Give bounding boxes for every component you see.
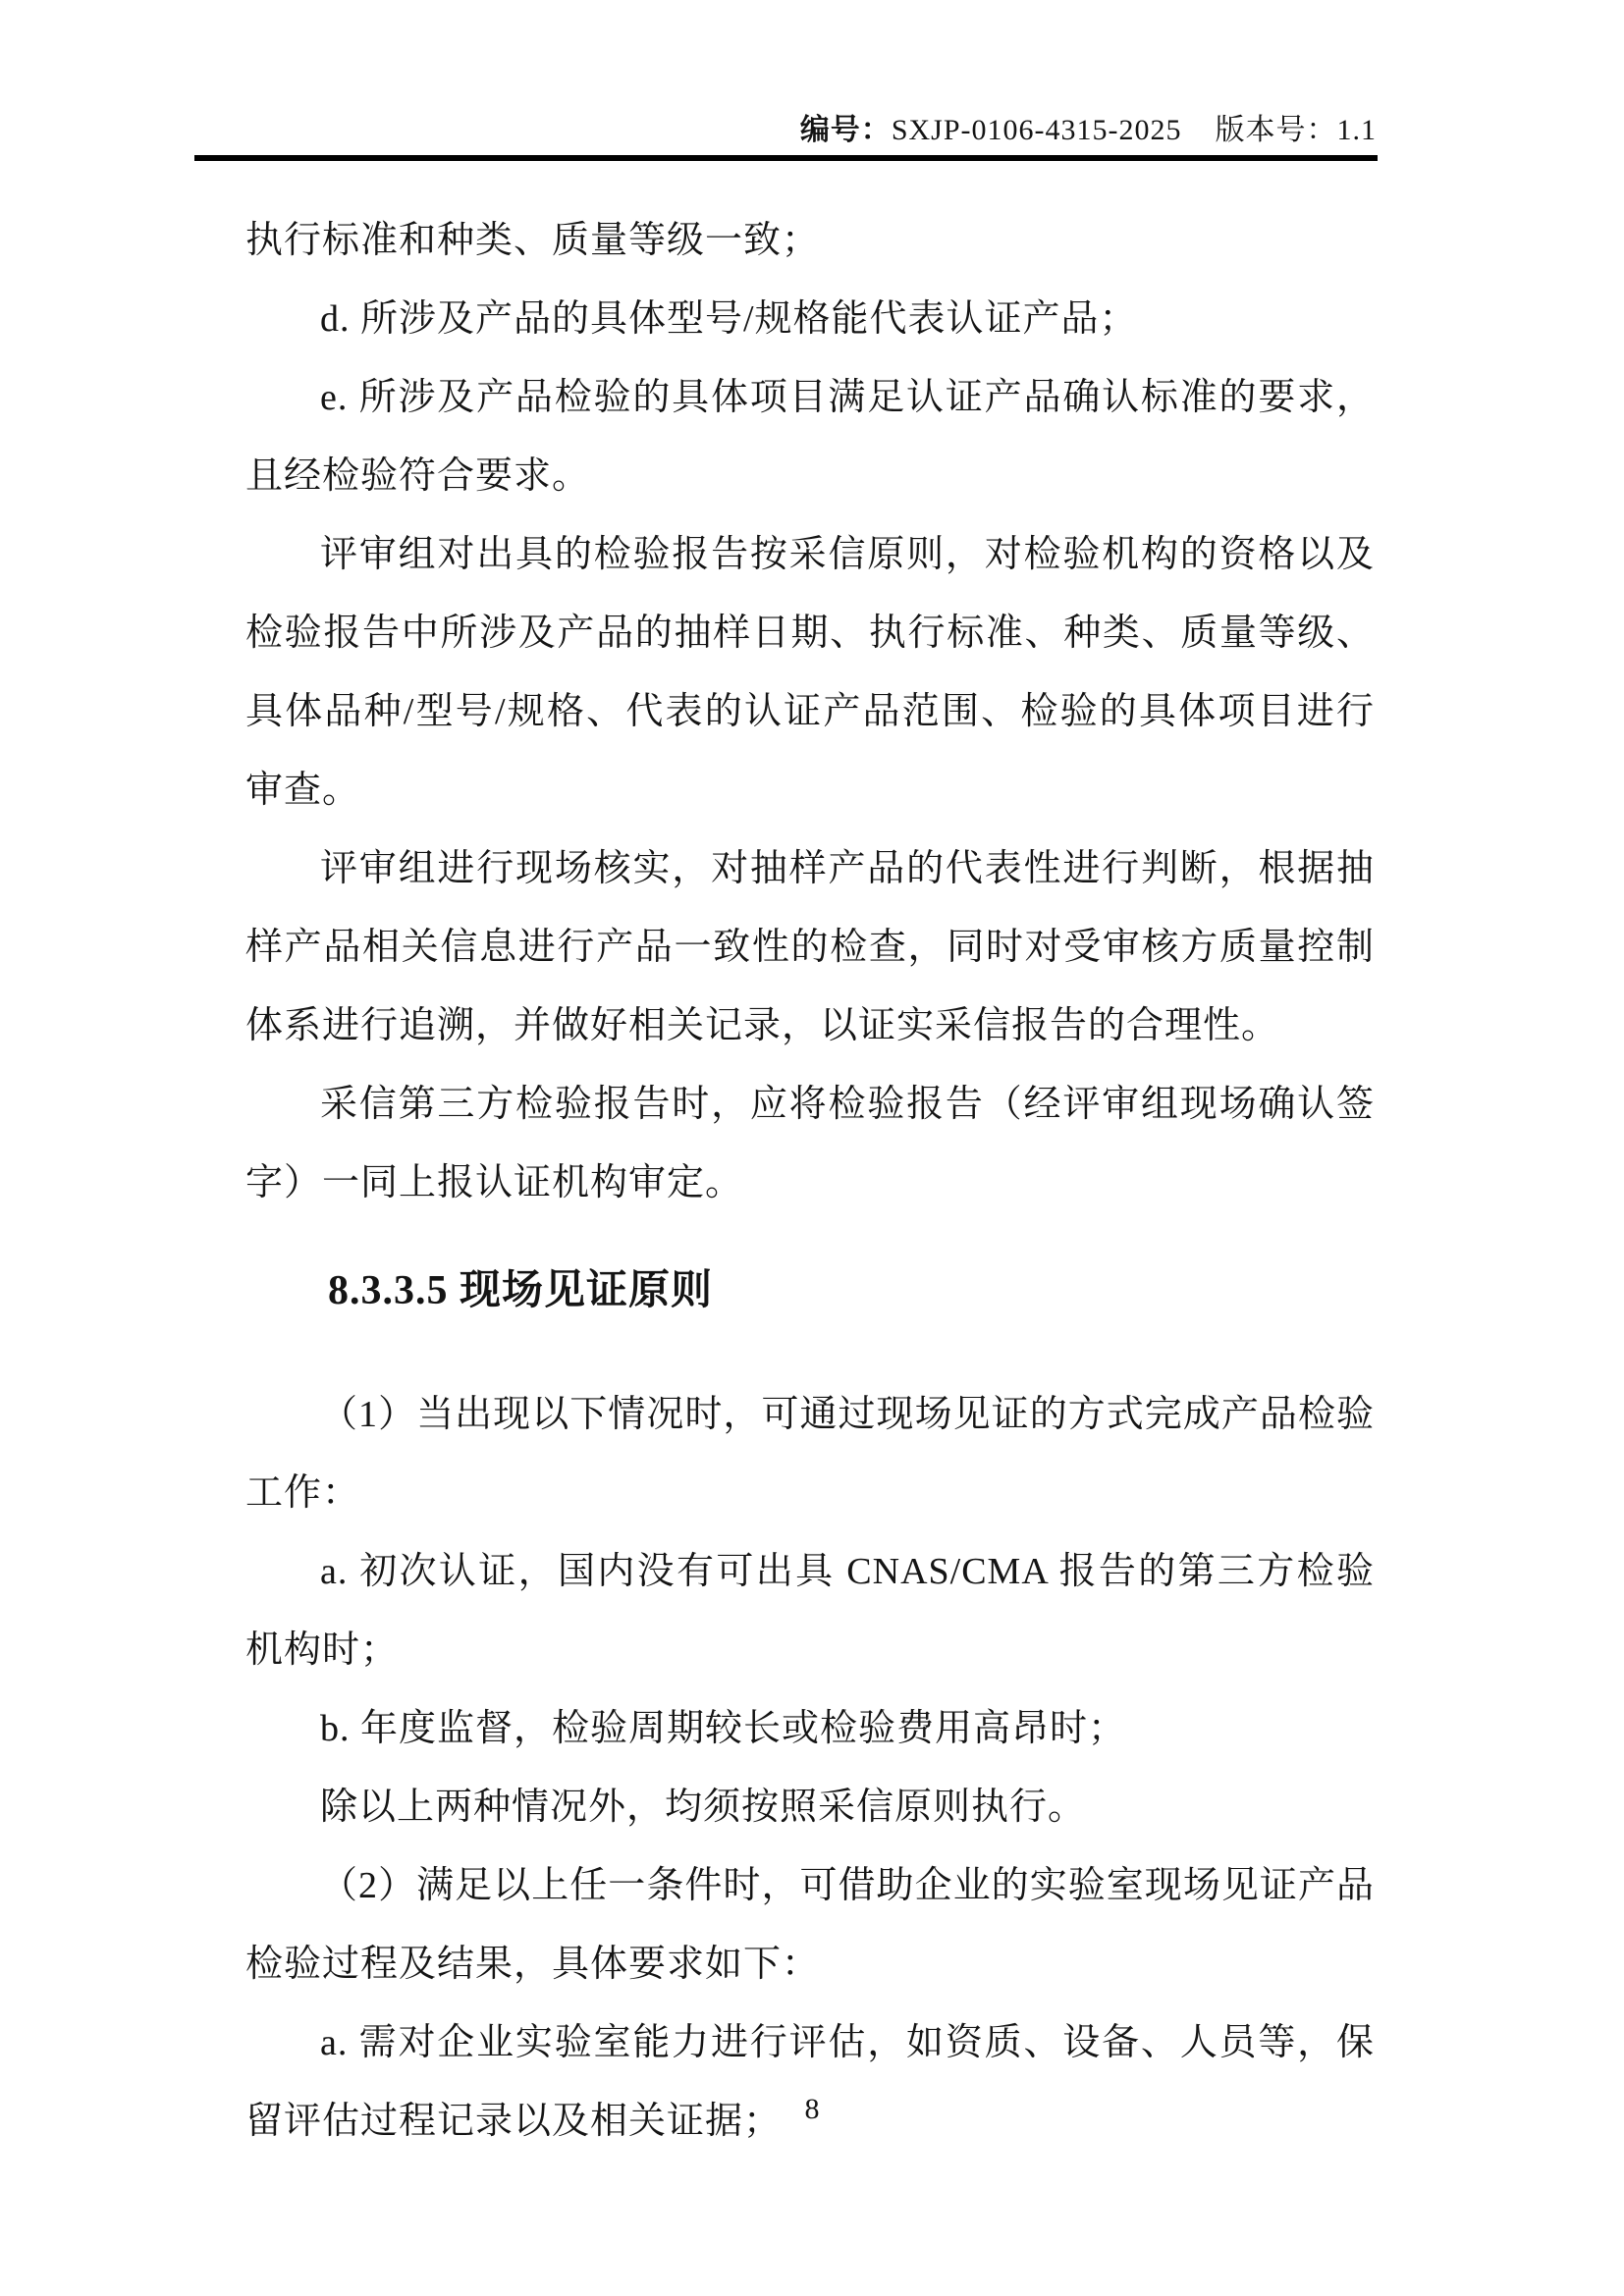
page-footer bbox=[0, 2093, 1624, 2126]
body-paragraph: （2）满足以上任一条件时，可借助企业的实验室现场见证产品检验过程及结果，具体要求如下： bbox=[245, 1865, 1375, 1985]
document-body bbox=[245, 161, 1375, 2161]
body-paragraph: b. 年度监督，检验周期较长或检验费用高昂时； bbox=[320, 1708, 1127, 1749]
body-paragraph: d. 所涉及产品的具体型号/规格能代表认证产品； bbox=[320, 298, 1138, 340]
body-paragraph: e. 所涉及产品检验的具体项目满足认证产品确认标准的要求，且经检验符合要求。 bbox=[245, 377, 1375, 497]
body-paragraph: a. 需对企业实验室能力进行评估，如资质、设备、人员等，保留评估过程记录以及相关证据； bbox=[245, 2022, 1375, 2142]
version-value: 1.1 bbox=[1336, 114, 1377, 146]
section-heading: 8.3.3.5 现场见证原则 bbox=[328, 1268, 714, 1313]
version-label: 版本号： bbox=[1215, 114, 1337, 146]
doc-number-label: 编号： bbox=[799, 114, 892, 146]
page-number: 8 bbox=[804, 2093, 820, 2125]
doc-number-value: SXJP-0106-4315-2025 bbox=[891, 114, 1182, 146]
body-paragraph: 执行标准和种类、质量等级一致； bbox=[245, 220, 821, 261]
body-paragraph: 采信第三方检验报告时，应将检验报告（经评审组现场确认签字）一同上报认证机构审定。 bbox=[245, 1084, 1375, 1203]
body-paragraph: 除以上两种情况外，均须按照采信原则执行。 bbox=[320, 1787, 1087, 1828]
page-header bbox=[0, 0, 1624, 147]
body-paragraph: 评审组进行现场核实，对抽样产品的代表性进行判断，根据抽样产品相关信息进行产品一致性的检查，同时对受审核方质量控制体系进行追溯，并做好相关记录，以证实采信报告的合理性。 bbox=[245, 848, 1375, 1046]
body-paragraph: 评审组对出具的检验报告按采信原则，对检验机构的资格以及检验报告中所涉及产品的抽样日期、执行标准、种类、质量等级、具体品种/型号/规格、代表的认证产品范围、检验的具体项目进行审查。 bbox=[245, 534, 1375, 811]
body-paragraph: a. 初次认证，国内没有可出具 CNAS/CMA 报告的第三方检验机构时； bbox=[245, 1551, 1375, 1671]
body-paragraph: （1）当出现以下情况时，可通过现场见证的方式完成产品检验工作： bbox=[245, 1394, 1375, 1514]
